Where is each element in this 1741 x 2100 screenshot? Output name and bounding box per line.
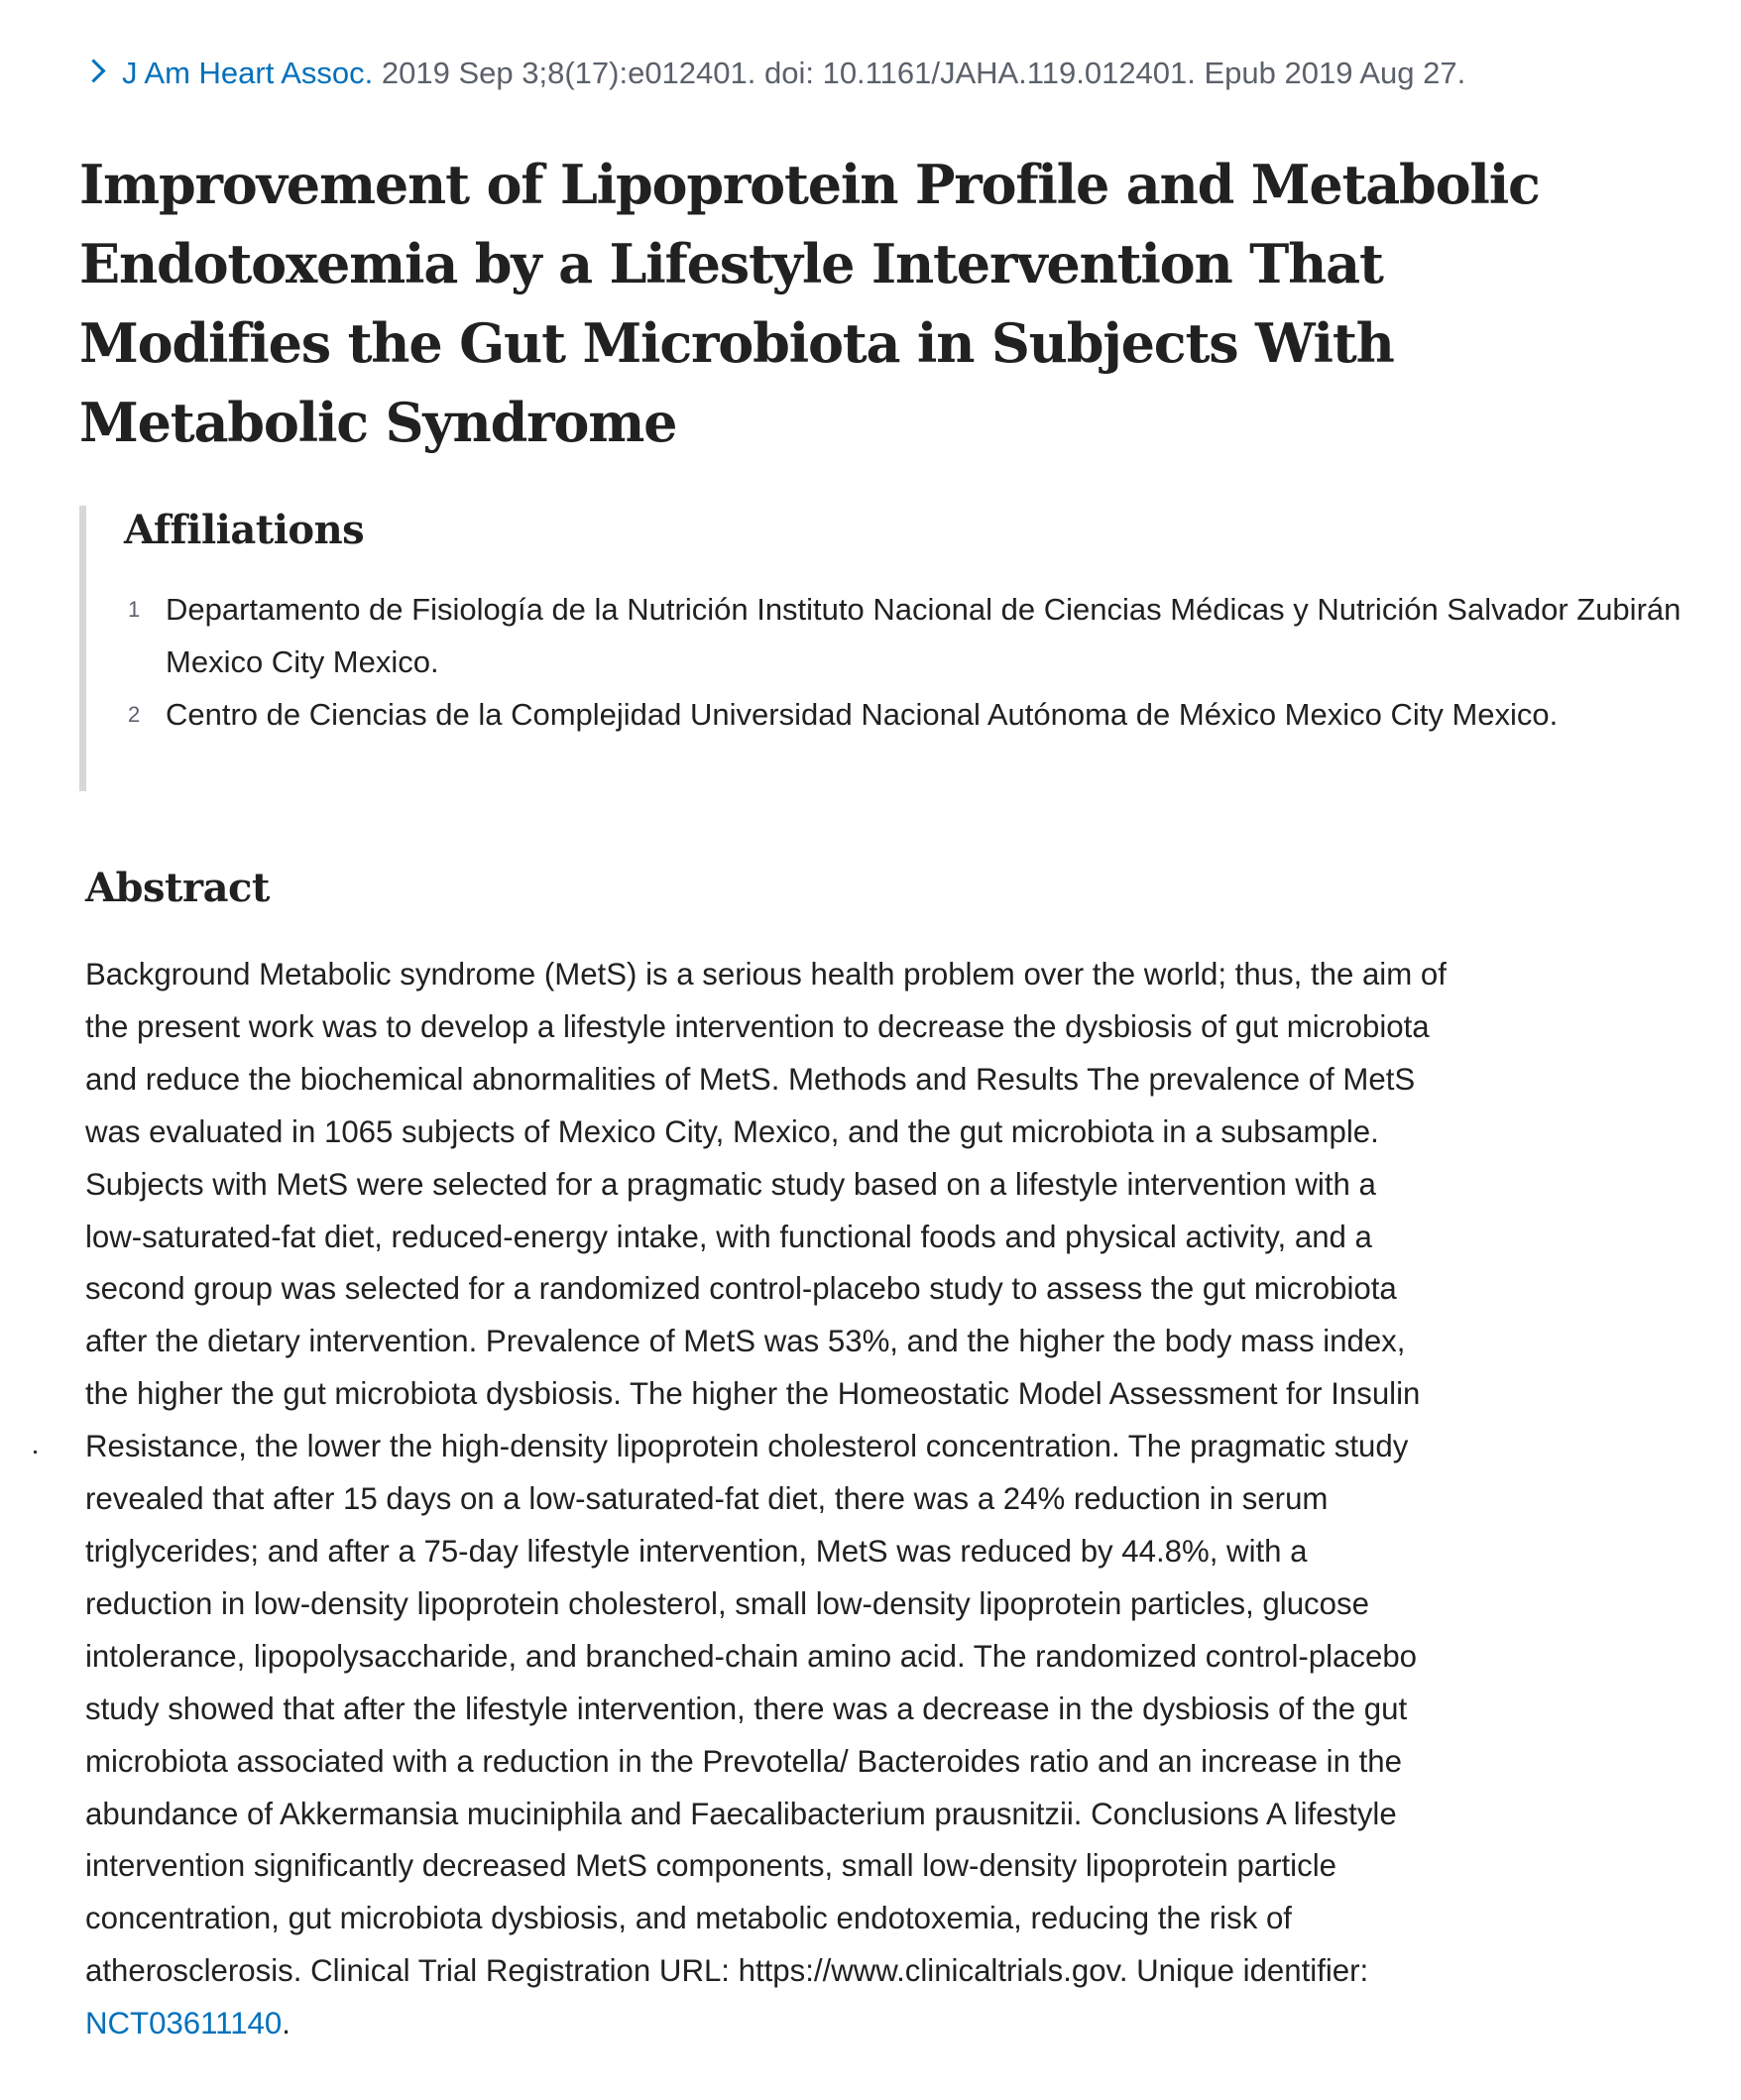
abstract-line: study showed that after the lifestyle intervention, there was a decrease in the dysbiosis of the gut xyxy=(85,1691,1408,1726)
citation-line xyxy=(85,52,1465,95)
abstract-line: Background Metabolic syndrome (MetS) is a serious health problem over the world; thus, the aim of xyxy=(85,957,1447,992)
abstract-line: was evaluated in 1065 subjects of Mexico City, Mexico, and the gut microbiota in a subsample. xyxy=(85,1113,1379,1149)
abstract-line: triglycerides; and after a 75-day lifestyle intervention, MetS was reduced by 44.8%, with a xyxy=(85,1533,1308,1569)
abstract-line: the higher the gut microbiota dysbiosis. The higher the Homeostatic Model Assessment for Insulin xyxy=(85,1376,1421,1412)
affiliation-number: 1 xyxy=(128,597,141,622)
journal-link[interactable]: J Am Heart Assoc. xyxy=(122,56,374,90)
abstract-line: low-saturated-fat diet, reduced-energy intake, with functional foods and physical activity, and a xyxy=(85,1219,1372,1254)
affiliation-item xyxy=(124,583,1720,688)
abstract-line: Resistance, the lower the high-density lipoprotein cholesterol concentration. The pragmatic study xyxy=(85,1429,1409,1464)
affiliation-text: Departamento de Fisiología de la Nutrición Instituto Nacional de Ciencias Médicas y Nutrición Salvador Zubirán Mexico City Mexico. xyxy=(166,592,1682,679)
trial-id-suffix: . xyxy=(282,2006,290,2042)
affiliations-section xyxy=(79,506,1720,791)
abstract-line: revealed that after 15 days on a low-saturated-fat diet, there was a 24% reduction in serum xyxy=(85,1481,1329,1517)
abstract-line: and reduce the biochemical abnormalities of MetS. Methods and Results The prevalence of MetS xyxy=(85,1061,1416,1097)
abstract-line: concentration, gut microbiota dysbiosis, and metabolic endotoxemia, reducing the risk of xyxy=(85,1901,1292,1936)
affiliation-number: 2 xyxy=(128,702,141,727)
clinical-trial-link[interactable]: NCT03611140 xyxy=(85,2006,283,2042)
abstract-line: intolerance, lipopolysaccharide, and branched-chain amino acid. The randomized control-placebo xyxy=(85,1638,1418,1674)
abstract-line: microbiota associated with a reduction in the Prevotella/ Bacteroides ratio and an increase in the xyxy=(85,1743,1402,1779)
article-title xyxy=(79,145,1685,462)
margin-dot xyxy=(34,1451,37,1454)
abstract-line: abundance of Akkermansia muciniphila and Faecalibacterium prausnitzii. Conclusions A lifestyle xyxy=(85,1796,1397,1831)
abstract-heading: Abstract xyxy=(85,865,270,911)
affiliations-list xyxy=(124,583,1720,741)
title-line: Improvement of Lipoprotein Profile and Metabolic xyxy=(79,153,1540,216)
abstract-line: Subjects with MetS were selected for a pragmatic study based on a lifestyle intervention with a xyxy=(85,1166,1376,1202)
abstract-line: intervention significantly decreased MetS components, small low-density lipoprotein particle xyxy=(85,1848,1336,1884)
abstract-line: atherosclerosis. Clinical Trial Registration URL: https://www.clinicaltrials.gov. Unique identifier: xyxy=(85,1953,1369,1989)
affiliations-heading: Affiliations xyxy=(124,507,365,553)
affiliation-text: Centro de Ciencias de la Complejidad Universidad Nacional Autónoma de México Mexico City Mexico. xyxy=(166,697,1559,732)
abstract-line: after the dietary intervention. Prevalence of MetS was 53%, and the higher the body mass index, xyxy=(85,1324,1406,1359)
title-line: Endotoxemia by a Lifestyle Intervention That xyxy=(79,232,1383,295)
abstract-line: second group was selected for a randomized control-placebo study to assess the gut microbiota xyxy=(85,1271,1397,1307)
abstract-text xyxy=(85,949,1672,2050)
abstract-line: reduction in low-density lipoprotein cholesterol, small low-density lipoprotein particles, glucose xyxy=(85,1585,1369,1621)
affiliation-item xyxy=(124,688,1720,741)
citation-details: 2019 Sep 3;8(17):e012401. doi: 10.1161/JAHA.119.012401. Epub 2019 Aug 27. xyxy=(381,56,1466,90)
abstract-line-last xyxy=(85,1998,1672,2050)
title-line: Modifies the Gut Microbiota in Subjects With xyxy=(79,311,1394,375)
abstract-line: the present work was to develop a lifestyle intervention to decrease the dysbiosis of gut microbiota xyxy=(85,1008,1430,1044)
chevron-right-icon[interactable] xyxy=(81,58,105,82)
title-line: Metabolic Syndrome xyxy=(79,391,677,454)
